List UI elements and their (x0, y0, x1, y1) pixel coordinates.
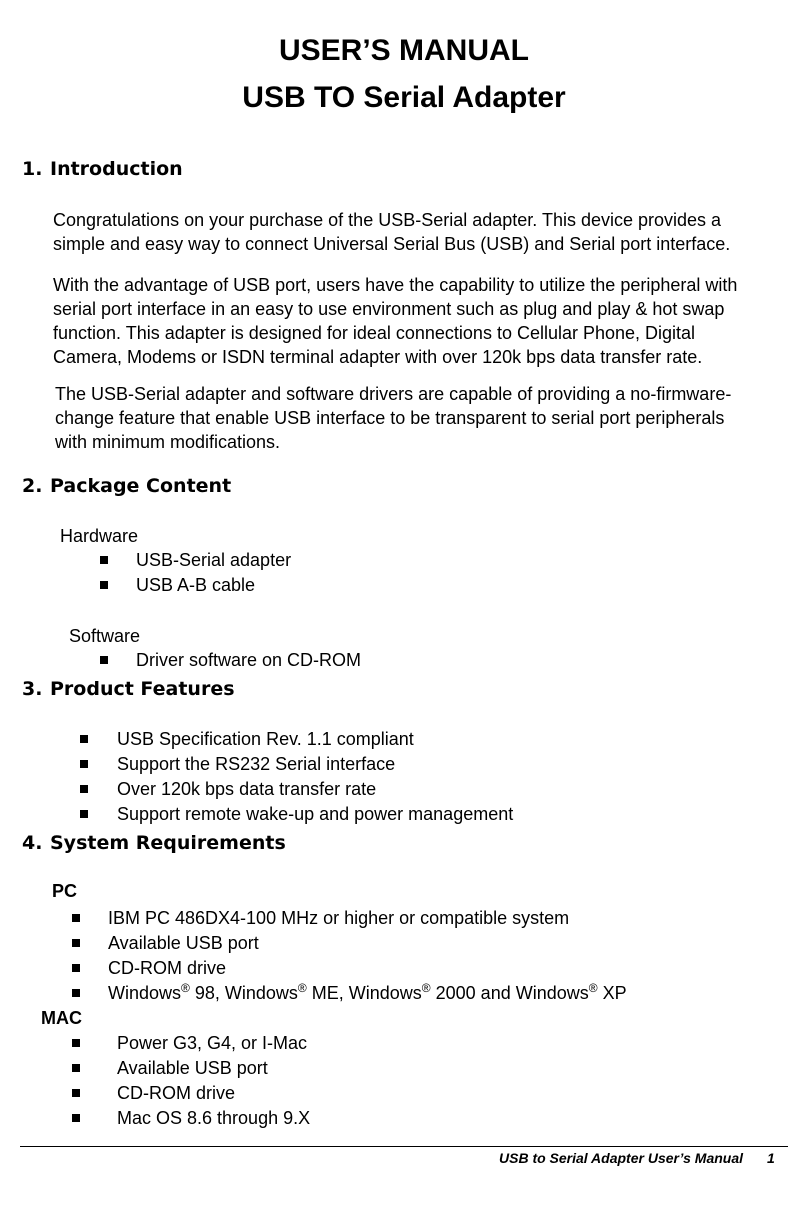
bullet-icon (72, 1039, 80, 1047)
intro-paragraph-3 (55, 382, 731, 454)
section-heading-system-requirements (22, 832, 286, 854)
footer-divider (20, 1146, 788, 1147)
section-number: 2. (22, 475, 43, 497)
intro-paragraph-1 (53, 208, 730, 256)
mac-label: MAC (41, 1008, 82, 1028)
paragraph-line: With the advantage of USB port, users have the capability to utilize the peripheral with (53, 275, 738, 295)
bullet-icon (80, 785, 88, 793)
bullet-icon (72, 1089, 80, 1097)
section-heading-product-features (22, 678, 235, 700)
windows-versions: Windows® 98, Windows® ME, Windows® 2000 and Windows® XP (108, 981, 627, 1003)
bullet-icon (72, 964, 80, 972)
section-number: 3. (22, 678, 43, 700)
paragraph-line: The USB-Serial adapter and software drivers are capable of providing a no-firmware- (55, 384, 732, 404)
software-label: Software (69, 626, 141, 646)
bullet-icon (80, 760, 88, 768)
bullet-icon (100, 656, 108, 664)
manual-title: USER’S MANUAL (278, 34, 529, 67)
footer-text: USB to Serial Adapter User’s Manual (499, 1150, 744, 1166)
section-heading-introduction (22, 158, 183, 180)
bullet-icon (80, 735, 88, 743)
paragraph-line: Congratulations on your purchase of the USB-Serial adapter. This device provides a (53, 210, 722, 230)
manual-subtitle: USB TO Serial Adapter (242, 81, 566, 114)
paragraph-line: function. This adapter is designed for ideal connections to Cellular Phone, Digital (53, 323, 696, 343)
bullet-icon (80, 810, 88, 818)
section-heading-package-content (22, 475, 231, 497)
bullet-icon (100, 581, 108, 589)
section-title: Package Content (50, 475, 232, 497)
bullet-icon (72, 989, 80, 997)
paragraph-line: serial port interface in an easy to use environment such as plug and play & hot swap (53, 299, 725, 319)
intro-paragraph-2 (53, 273, 737, 369)
section-title: Product Features (50, 678, 235, 700)
paragraph-line: change feature that enable USB interface to be transparent to serial port peripherals (55, 408, 725, 428)
pc-label: PC (52, 881, 78, 901)
section-number: 4. (22, 832, 43, 854)
page-number: 1 (767, 1150, 775, 1166)
bullet-icon (100, 556, 108, 564)
section-title: System Requirements (50, 832, 286, 854)
section-title: Introduction (50, 158, 183, 180)
hardware-label: Hardware (60, 526, 139, 546)
bullet-icon (72, 939, 80, 947)
paragraph-line: with minimum modifications. (55, 432, 281, 452)
bullet-icon (72, 914, 80, 922)
paragraph-line: Camera, Modems or ISDN terminal adapter with over 120k bps data transfer rate. (53, 347, 703, 367)
paragraph-line: simple and easy way to connect Universal Serial Bus (USB) and Serial port interface. (53, 234, 731, 254)
section-number: 1. (22, 158, 43, 180)
bullet-icon (72, 1064, 80, 1072)
bullet-icon (72, 1114, 80, 1122)
